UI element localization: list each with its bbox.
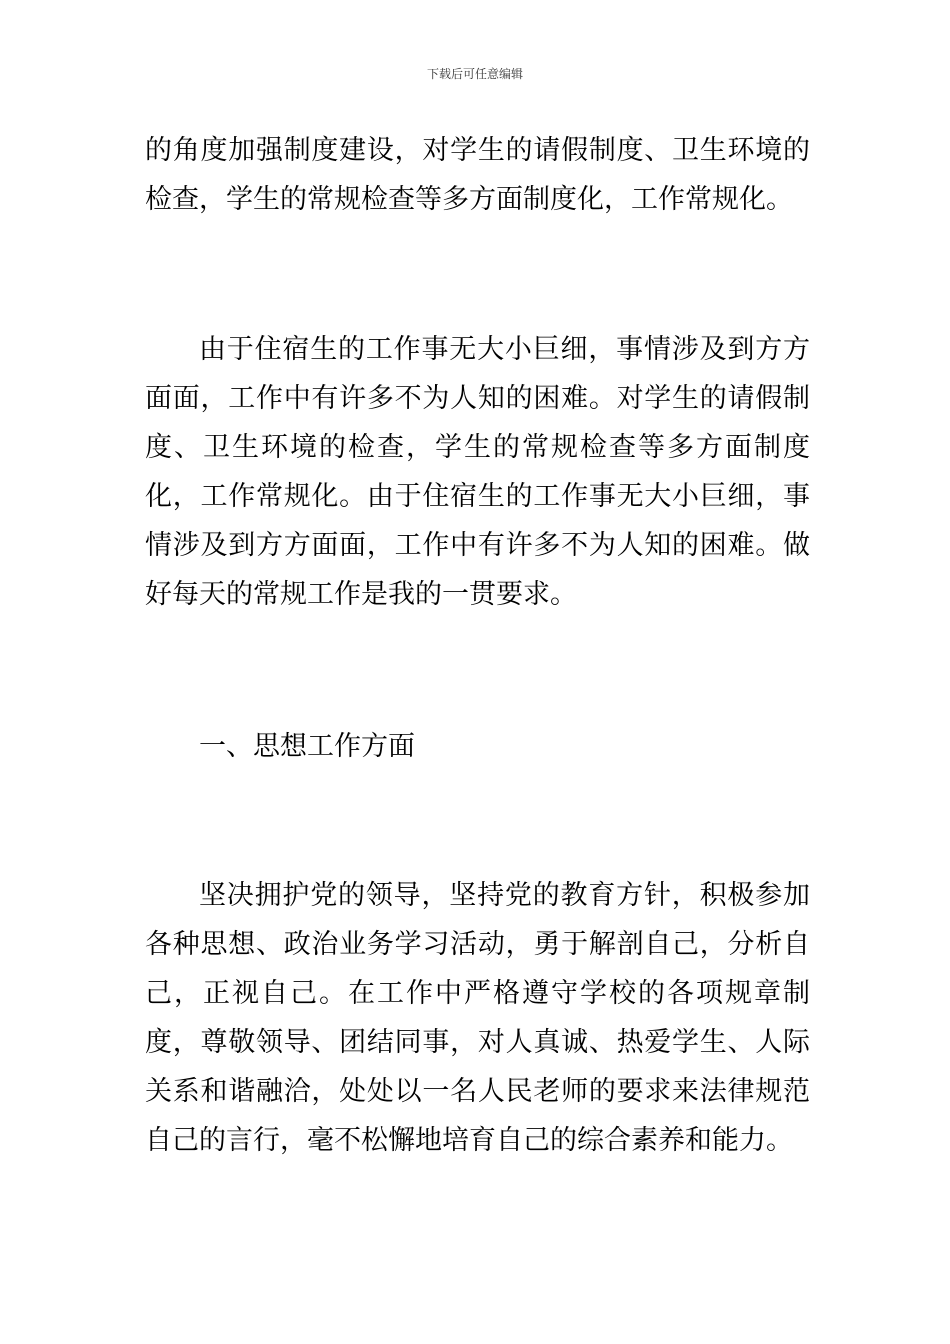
section-heading-ideological-work: 一、思想工作方面 <box>199 731 415 762</box>
paragraph-dormitory-work: 由于住宿生的工作事无大小巨细，事情涉及到方方面面，工作中有许多不为人知的困难。对学生的请假制度、卫生环境的检查，学生的常规检查等多方面制度化，工作常规化。由于住宿生的工作事无大小巨细，事情涉及到方方面面，工作中有许多不为人知的困难。做好每天的常规工作是我的一贯要求。 <box>145 334 810 610</box>
header-note: 下载后可任意编辑 <box>426 67 523 81</box>
paragraph-continuation: 的角度加强制度建设，对学生的请假制度、卫生环境的检查，学生的常规检查等多方面制度化，工作常规化。 <box>145 135 810 215</box>
paragraph-ideological-work: 坚决拥护党的领导，坚持党的教育方针，积极参加各种思想、政治业务学习活动，勇于解剖自己，分析自己，正视自己。在工作中严格遵守学校的各项规章制度，尊敬领导、团结同事，对人真诚、热爱学生、人际关系和谐融洽，处处以一名人民老师的要求来法律规范自己的言行，毫不松懈地培育自己的综合素养和能力。 <box>145 880 810 1156</box>
